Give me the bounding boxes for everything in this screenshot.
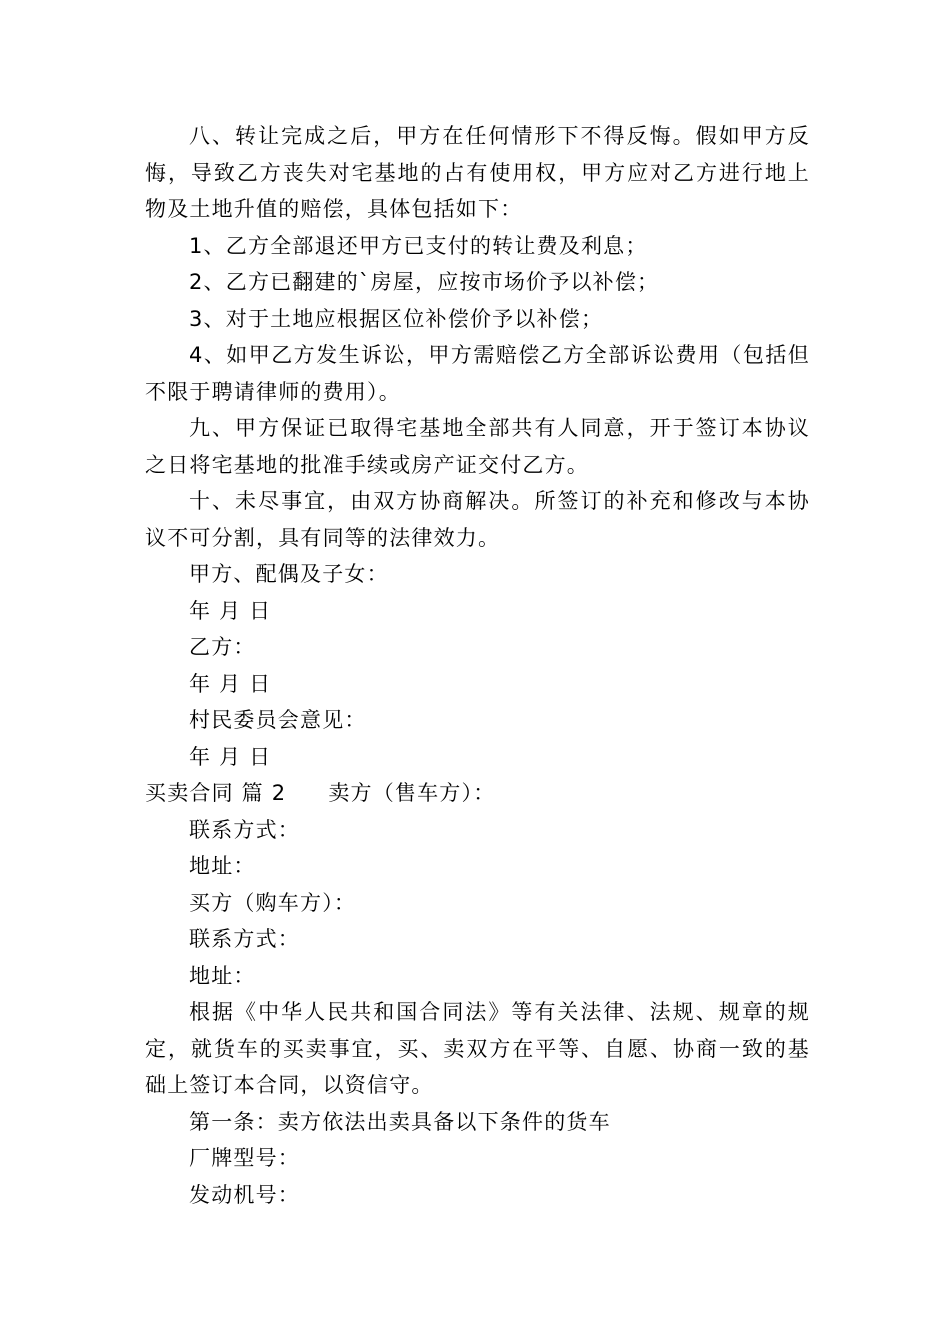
clause-8: 八、转让完成之后，甲方在任何情形下不得反悔。假如甲方反悔，导致乙方丧失对宅基地的占有使用权，甲方应对乙方进行地上物及土地升值的赔偿，具体包括如下： xyxy=(145,124,810,221)
clause-10: 十、未尽事宜，由双方协商解决。所签订的补充和修改与本协议不可分割，具有同等的法律效力。 xyxy=(145,489,810,550)
brand-model-label: 厂牌型号： xyxy=(189,1146,300,1170)
seller-label: 卖方（售车方）： xyxy=(328,781,496,805)
clause-8-item-3: 3、对于土地应根据区位补偿价予以补偿； xyxy=(189,306,604,331)
seller-address-label: 地址： xyxy=(189,854,256,878)
village-committee-opinion-label: 村民委员会意见： xyxy=(189,708,367,732)
clause-9: 九、甲方保证已取得宅基地全部共有人同意，开于签订本协议之日将宅基地的批准手续或房产证交付乙方。 xyxy=(145,416,810,477)
clause-8-item-1: 1、乙方全部退还甲方已支付的转让费及利息； xyxy=(189,233,648,258)
party-a-signature-label: 甲方、配偶及子女： xyxy=(189,562,389,586)
contract-preamble: 根据《中华人民共和国合同法》等有关法律、法规、规章的规定，就货车的买卖事宜，买、卖双方在平等、自愿、协商一致的基础上签订本合同，以资信守。 xyxy=(145,1000,810,1097)
clause-8-item-4: 4、如甲乙方发生诉讼，甲方需赔偿乙方全部诉讼费用（包括但不限于聘请律师的费用）。 xyxy=(145,343,810,404)
article-1: 第一条：卖方依法出卖具备以下条件的货车 xyxy=(189,1109,611,1134)
engine-number-label: 发动机号： xyxy=(189,1182,300,1207)
section-2-heading-line xyxy=(145,775,810,812)
clause-8-item-2: 2、乙方已翻建的`房屋，应按市场价予以补偿； xyxy=(189,270,660,294)
seller-contact-label: 联系方式： xyxy=(189,817,300,842)
buyer-contact-label: 联系方式： xyxy=(189,927,300,951)
party-a-date: 年 月 日 xyxy=(189,598,272,623)
document-body xyxy=(145,118,810,1213)
party-b-signature-label: 乙方： xyxy=(189,635,256,659)
buyer-address-label: 地址： xyxy=(189,963,256,988)
buyer-label: 买方（购车方）： xyxy=(189,890,357,915)
section-2-title: 买卖合同 篇 2 xyxy=(145,781,287,805)
village-committee-date: 年 月 日 xyxy=(189,744,272,769)
party-b-date: 年 月 日 xyxy=(189,671,272,696)
